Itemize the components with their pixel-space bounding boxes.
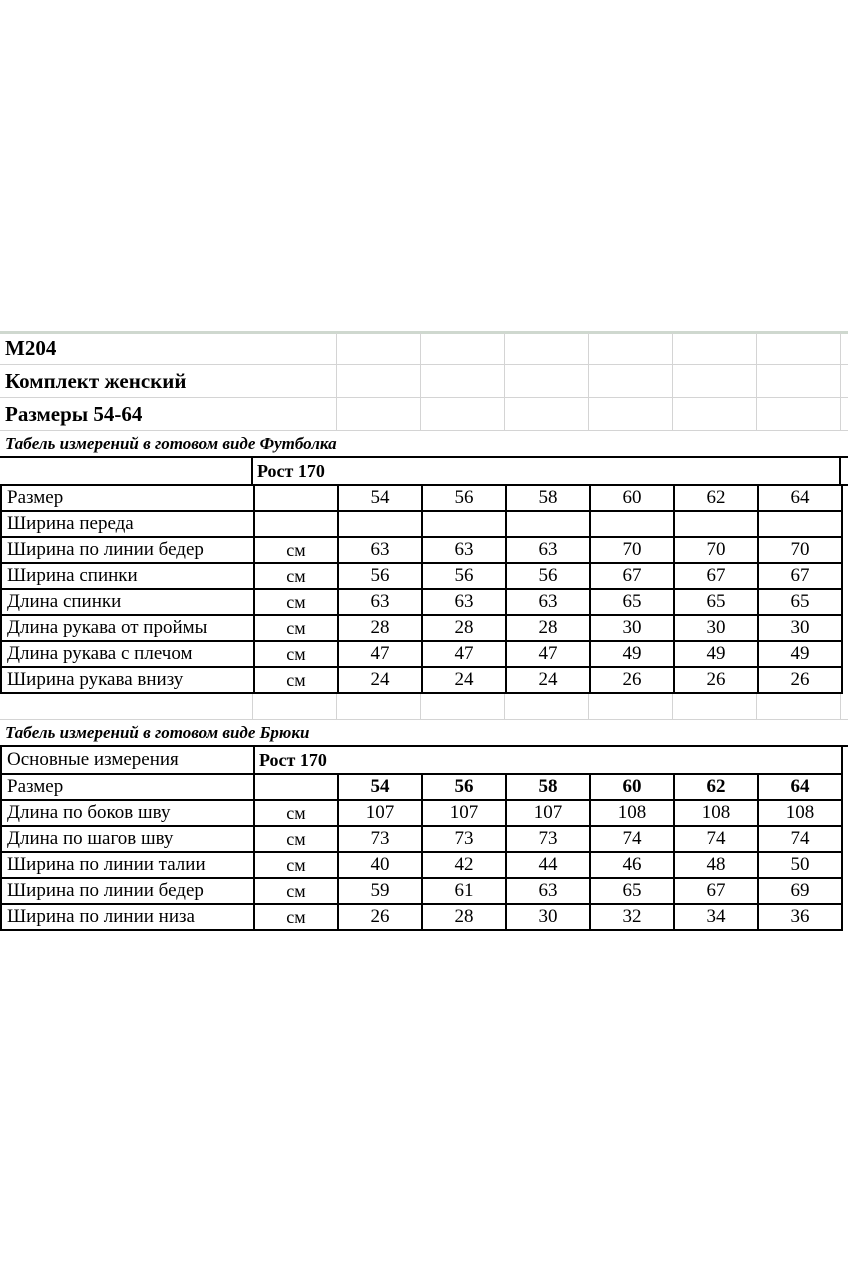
value-cell: 59 — [339, 879, 423, 903]
value-cell: 73 — [423, 827, 507, 851]
table-row — [0, 590, 843, 616]
value-cell: 30 — [507, 905, 591, 929]
tshirt-size-row — [0, 486, 843, 512]
unit-label: см — [255, 564, 339, 588]
value-cell: 63 — [339, 590, 423, 614]
value-cell: 107 — [423, 801, 507, 825]
value-cell: 30 — [675, 616, 759, 640]
value-cell: 46 — [591, 853, 675, 877]
tshirt-height-label: Рост 170 — [253, 458, 841, 484]
pants-size: 64 — [759, 775, 843, 799]
value-cell: 107 — [339, 801, 423, 825]
value-cell: 108 — [759, 801, 843, 825]
tshirt-front-width-row — [0, 512, 843, 538]
value-cell: 73 — [507, 827, 591, 851]
table-row — [0, 616, 843, 642]
value-cell: 56 — [423, 564, 507, 588]
measurement-label: Ширина по линии низа — [2, 905, 255, 929]
value-cell: 61 — [423, 879, 507, 903]
value-cell: 47 — [339, 642, 423, 666]
measurement-label: Ширина по линии бедер — [2, 538, 255, 562]
measurement-label: Длина спинки — [2, 590, 255, 614]
value-cell: 47 — [507, 642, 591, 666]
value-cell: 49 — [591, 642, 675, 666]
tshirt-size: 56 — [423, 486, 507, 510]
value-cell: 67 — [675, 879, 759, 903]
tshirt-size: 58 — [507, 486, 591, 510]
unit-label: см — [255, 538, 339, 562]
measurement-label: Ширина рукава внизу — [2, 668, 255, 692]
tshirt-size: 62 — [675, 486, 759, 510]
value-cell: 70 — [675, 538, 759, 562]
unit-label: см — [255, 616, 339, 640]
table-row — [0, 801, 843, 827]
unit-label: см — [255, 590, 339, 614]
measurement-label: Ширина по линии бедер — [2, 879, 255, 903]
value-cell: 28 — [423, 616, 507, 640]
value-cell: 24 — [507, 668, 591, 692]
measurement-label: Ширина спинки — [2, 564, 255, 588]
value-cell: 69 — [759, 879, 843, 903]
value-cell: 63 — [507, 879, 591, 903]
pants-size: 62 — [675, 775, 759, 799]
measurement-label: Длина рукава от проймы — [2, 616, 255, 640]
unit-label: см — [255, 801, 339, 825]
tshirt-size: 54 — [339, 486, 423, 510]
value-cell: 42 — [423, 853, 507, 877]
measurement-label: Длина по боков шву — [2, 801, 255, 825]
value-cell: 67 — [759, 564, 843, 588]
table-row — [0, 905, 843, 931]
value-cell: 44 — [507, 853, 591, 877]
value-cell: 28 — [423, 905, 507, 929]
spreadsheet — [0, 333, 848, 931]
table-row — [0, 827, 843, 853]
value-cell: 65 — [591, 879, 675, 903]
table-row — [0, 642, 843, 668]
unit-label: см — [255, 642, 339, 666]
value-cell: 65 — [759, 590, 843, 614]
value-cell: 65 — [675, 590, 759, 614]
value-cell: 48 — [675, 853, 759, 877]
measurement-label: Ширина по линии талии — [2, 853, 255, 877]
value-cell: 50 — [759, 853, 843, 877]
header-row-product — [0, 365, 848, 398]
tshirt-size: 64 — [759, 486, 843, 510]
value-cell: 26 — [339, 905, 423, 929]
value-cell: 30 — [759, 616, 843, 640]
tshirt-front-width-label: Ширина переда — [2, 512, 255, 536]
table-row — [0, 538, 843, 564]
header-row-model — [0, 333, 848, 365]
value-cell: 73 — [339, 827, 423, 851]
pants-size-row — [0, 775, 843, 801]
measurement-label: Длина рукава с плечом — [2, 642, 255, 666]
value-cell: 74 — [591, 827, 675, 851]
pants-size: 58 — [507, 775, 591, 799]
value-cell: 67 — [591, 564, 675, 588]
value-cell: 63 — [423, 538, 507, 562]
sizes-range: Размеры 54-64 — [5, 401, 143, 426]
value-cell: 63 — [507, 538, 591, 562]
value-cell: 24 — [339, 668, 423, 692]
unit-label: см — [255, 905, 339, 929]
pants-size: 60 — [591, 775, 675, 799]
product-name: Комплект женский — [5, 368, 187, 393]
tshirt-measurements — [0, 538, 848, 694]
value-cell: 28 — [507, 616, 591, 640]
pants-height-row — [0, 747, 843, 775]
table-row — [0, 668, 843, 694]
value-cell: 34 — [675, 905, 759, 929]
model-code: M204 — [5, 336, 57, 360]
pants-caption: Табель измерений в готовом виде Брюки — [5, 722, 310, 742]
table-row — [0, 564, 843, 590]
value-cell: 63 — [339, 538, 423, 562]
measurement-label: Длина по шагов шву — [2, 827, 255, 851]
pants-height-label: Рост 170 — [255, 747, 843, 773]
value-cell: 63 — [507, 590, 591, 614]
header-row-sizes — [0, 398, 848, 431]
value-cell: 70 — [759, 538, 843, 562]
value-cell: 108 — [675, 801, 759, 825]
value-cell: 65 — [591, 590, 675, 614]
unit-label: см — [255, 879, 339, 903]
pants-size-label: Размер — [2, 775, 255, 799]
pants-size: 54 — [339, 775, 423, 799]
value-cell: 47 — [423, 642, 507, 666]
tshirt-caption: Табель измерений в готовом виде Футболка — [5, 433, 337, 453]
pants-caption-row — [0, 720, 848, 747]
tshirt-caption-row — [0, 431, 848, 458]
value-cell: 32 — [591, 905, 675, 929]
tshirt-size: 60 — [591, 486, 675, 510]
unit-label: см — [255, 827, 339, 851]
value-cell: 56 — [339, 564, 423, 588]
value-cell: 74 — [759, 827, 843, 851]
pants-main-label: Основные измерения — [2, 747, 255, 773]
table-row — [0, 853, 843, 879]
value-cell: 40 — [339, 853, 423, 877]
table-row — [0, 879, 843, 905]
pants-measurements — [0, 801, 848, 931]
value-cell: 49 — [675, 642, 759, 666]
value-cell: 107 — [507, 801, 591, 825]
pants-size: 56 — [423, 775, 507, 799]
value-cell: 49 — [759, 642, 843, 666]
value-cell: 63 — [423, 590, 507, 614]
unit-label: см — [255, 668, 339, 692]
value-cell: 56 — [507, 564, 591, 588]
tshirt-size-label: Размер — [2, 486, 255, 510]
value-cell: 26 — [759, 668, 843, 692]
value-cell: 28 — [339, 616, 423, 640]
unit-label: см — [255, 853, 339, 877]
value-cell: 26 — [591, 668, 675, 692]
value-cell: 108 — [591, 801, 675, 825]
value-cell: 67 — [675, 564, 759, 588]
spacer-row — [0, 694, 848, 720]
value-cell: 70 — [591, 538, 675, 562]
value-cell: 24 — [423, 668, 507, 692]
value-cell: 36 — [759, 905, 843, 929]
tshirt-height-row — [0, 458, 848, 486]
value-cell: 26 — [675, 668, 759, 692]
value-cell: 74 — [675, 827, 759, 851]
value-cell: 30 — [591, 616, 675, 640]
